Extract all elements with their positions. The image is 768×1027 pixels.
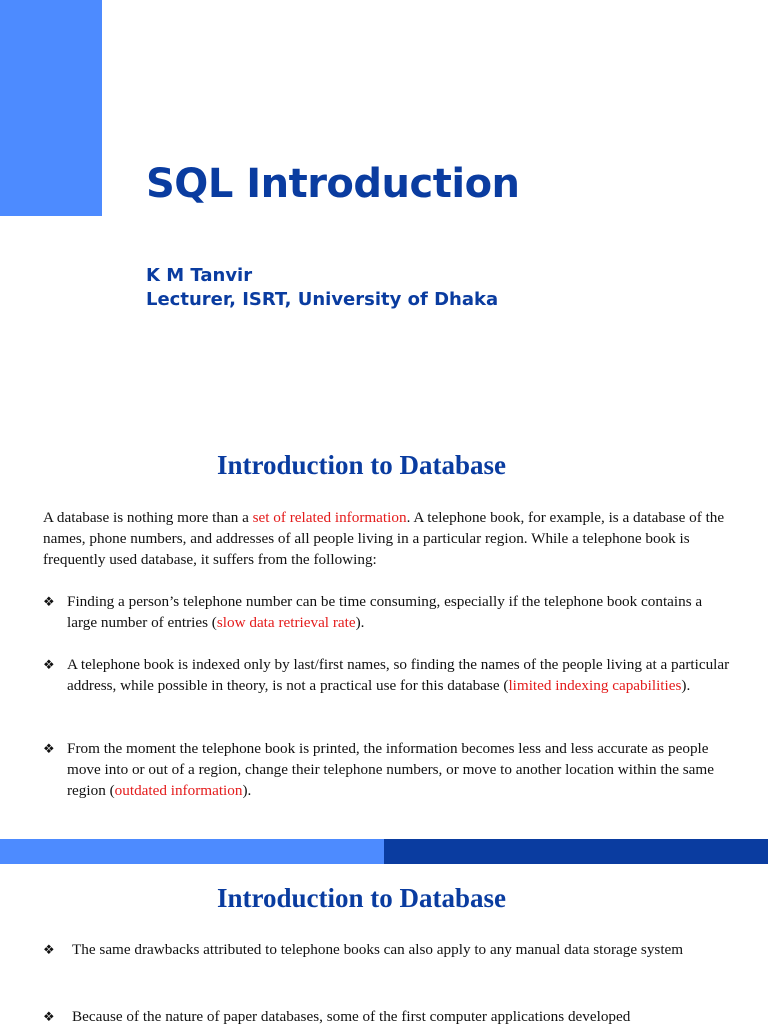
bullet-diamond-icon: ❖ [43, 741, 55, 756]
bullet-text-part: ). [242, 782, 252, 799]
bullet-highlight: slow data retrieval rate [216, 614, 356, 631]
list-item [43, 738, 733, 801]
intro-text: A database is nothing more than a [43, 509, 253, 526]
page-title: SQL Introduction [146, 161, 520, 207]
title-accent-block [0, 0, 102, 216]
bullet-diamond-icon: ❖ [43, 942, 55, 957]
bullet-diamond-icon: ❖ [43, 657, 55, 672]
bullet-text: The same drawbacks attributed to telephone books can also apply to any manual data storage system [72, 941, 684, 958]
bullet-text-part: A telephone book is indexed only by last/first names, so finding the names of the people living at a particular address, while possible in theory, is not a practical use for this database ( [67, 656, 730, 694]
bullet-text-part: ). [355, 614, 365, 631]
section-heading: Introduction to Database [216, 450, 507, 480]
list-item [43, 654, 733, 696]
list-item [43, 591, 733, 633]
bullet-text [67, 654, 733, 696]
bullet-diamond-icon: ❖ [43, 1009, 55, 1024]
slide-divider-dark [384, 839, 768, 864]
bullet-text-part: ). [681, 677, 691, 694]
bullet-highlight: limited indexing capabilities [508, 677, 682, 694]
bullet-text [67, 738, 733, 801]
intro-paragraph [43, 507, 743, 570]
author-name: K M Tanvir [146, 265, 253, 286]
slide-divider-light [0, 839, 384, 864]
section-heading: Introduction to Database [216, 883, 507, 913]
bullet-text [67, 591, 733, 633]
intro-text-continued: . A telephone book, for example, is a database of the names, phone numbers, and addresses of all people living in a particular region. While a telephone book is frequently used database, it suffers from the following: [43, 509, 725, 568]
bullet-text-part: From the moment the telephone book is printed, the information becomes less and less accurate as people move into or out of a region, change their telephone numbers, or move to another location within the same region ( [67, 740, 714, 799]
list-item [43, 939, 733, 960]
intro-highlight: set of related information [252, 509, 407, 526]
bullet-text: Because of the nature of paper databases, some of the first computer applications developed [72, 1008, 631, 1025]
bullet-diamond-icon: ❖ [43, 594, 55, 609]
bullet-highlight: outdated information [114, 782, 243, 799]
bullet-text-part: Finding a person’s telephone number can be time consuming, especially if the telephone book contains a large number of entries ( [67, 593, 703, 631]
author-role: Lecturer, ISRT, University of Dhaka [146, 289, 499, 310]
